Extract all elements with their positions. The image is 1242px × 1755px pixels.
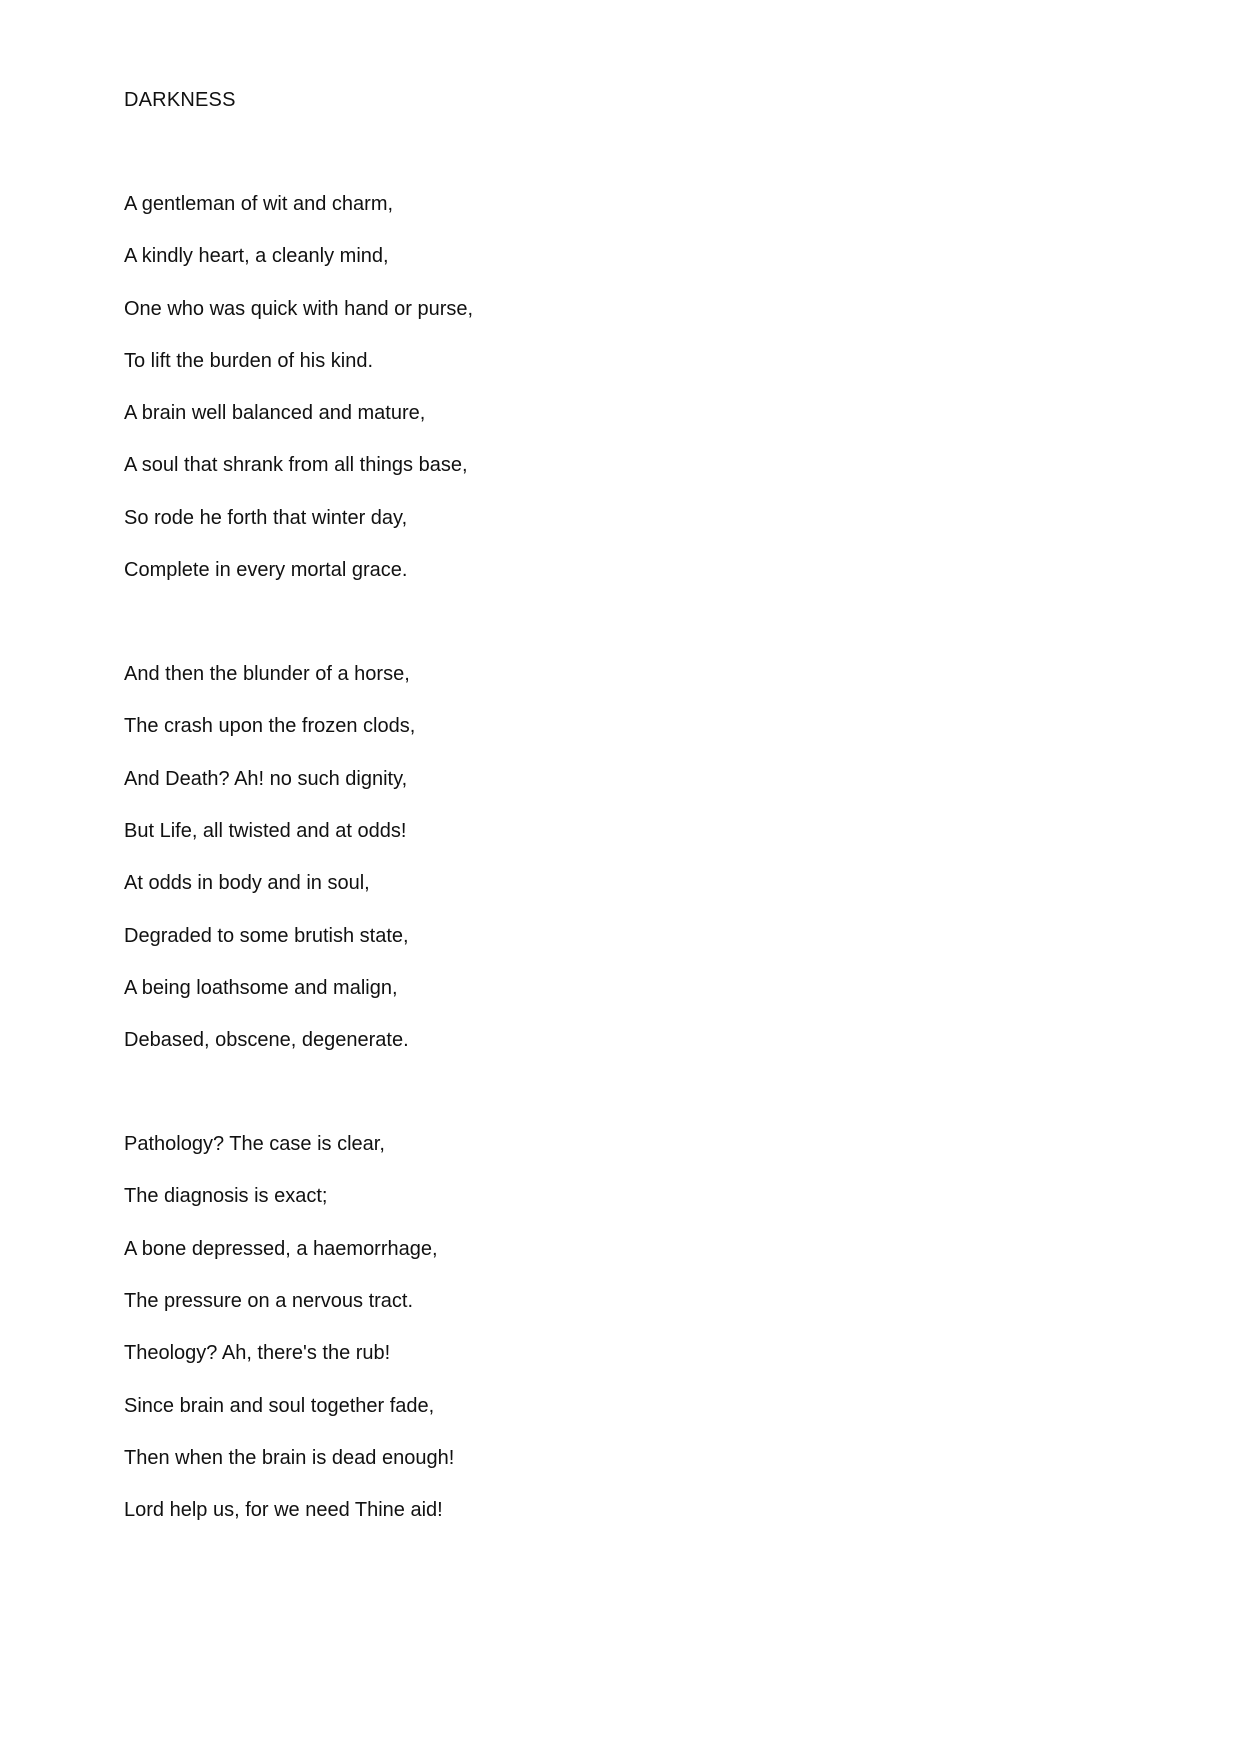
poem-line: A kindly heart, a cleanly mind, [124, 245, 389, 268]
poem-line: A being loathsome and malign, [124, 976, 398, 999]
poem-line: The diagnosis is exact; [124, 1185, 328, 1208]
poem-line: Lord help us, for we need Thine aid! [124, 1499, 443, 1522]
poem-line: Complete in every mortal grace. [124, 559, 408, 582]
poem-line: Since brain and soul together fade, [124, 1394, 435, 1417]
poem-line: So rode he forth that winter day, [124, 506, 408, 529]
poem-line: The crash upon the frozen clods, [124, 715, 416, 738]
poem-line: Debased, obscene, degenerate. [124, 1029, 409, 1052]
poem-line: Degraded to some brutish state, [124, 924, 409, 947]
poem-body [124, 87, 1124, 1523]
stanza-1 [124, 191, 1124, 583]
poem-line: At odds in body and in soul, [124, 872, 370, 895]
poem-title: DARKNESS [124, 89, 236, 111]
poem-line: Theology? Ah, there's the rub! [124, 1342, 391, 1365]
poem-line: To lift the burden of his kind. [124, 349, 374, 372]
poem-line: And Death? Ah! no such dignity, [124, 767, 408, 790]
poem-line: Then when the brain is dead enough! [124, 1446, 455, 1469]
poem-line: A brain well balanced and mature, [124, 402, 426, 425]
poem-line: A gentleman of wit and charm, [124, 193, 394, 215]
poem-line: The pressure on a nervous tract. [124, 1290, 414, 1313]
poem-line: A bone depressed, a haemorrhage, [124, 1237, 438, 1260]
poem-line: Pathology? The case is clear, [124, 1133, 385, 1156]
stanza-2 [124, 661, 1124, 1053]
poem-line: A soul that shrank from all things base, [124, 454, 468, 477]
poem-line: And then the blunder of a horse, [124, 663, 410, 686]
poem-line: But Life, all twisted and at odds! [124, 819, 407, 842]
poem-line: One who was quick with hand or purse, [124, 297, 474, 320]
stanza-3 [124, 1131, 1124, 1523]
